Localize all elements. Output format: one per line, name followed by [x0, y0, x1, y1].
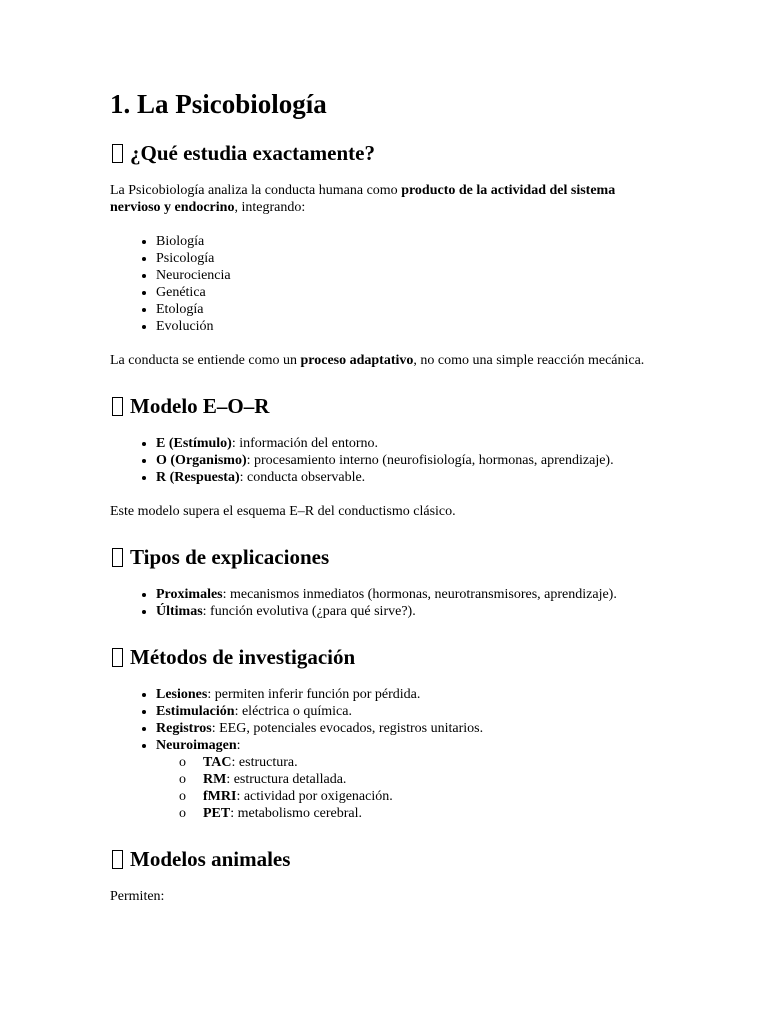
missing-glyph-icon [112, 144, 123, 163]
text-run: : metabolismo cerebral. [230, 806, 363, 821]
missing-glyph-icon [112, 397, 123, 416]
list-item [156, 452, 658, 469]
bold-text: Registros [156, 721, 212, 736]
text-run: : conducta observable. [239, 470, 366, 485]
text-run: , no como una simple reacción mecánica. [413, 353, 645, 368]
section-heading-que-estudia [110, 138, 658, 168]
eor-list [110, 435, 658, 486]
paragraph-intro [110, 182, 658, 216]
bold-text: Proximales [156, 587, 223, 602]
text-run: : permiten inferir función por pérdida. [207, 687, 421, 702]
section-heading-text: ¿Qué estudia exactamente? [130, 141, 375, 165]
section-heading-text: Modelos animales [130, 847, 291, 871]
text-run: La Psicobiología analiza la conducta humana como [110, 183, 402, 198]
text-run: : actividad por oxigenación. [236, 789, 393, 804]
page-title: 1. La Psicobiología [110, 89, 327, 119]
text-run: : procesamiento interno (neurofisiología, hormonas, aprendizaje). [246, 453, 614, 468]
text-run: : función evolutiva (¿para qué sirve?). [202, 604, 416, 619]
text-run: : estructura detallada. [226, 772, 347, 787]
list-item: • Biología [156, 233, 658, 250]
text-run: : información del entorno. [231, 436, 379, 451]
text-run: : mecanismos inmediatos (hormonas, neurotransmisores, aprendizaje). [222, 587, 617, 602]
sublist-item [203, 771, 658, 788]
bold-text: proceso adaptativo [300, 353, 414, 368]
methods-list [110, 686, 658, 822]
bold-text: R (Respuesta) [156, 470, 240, 485]
list-item [156, 435, 658, 452]
sublist-item [203, 754, 658, 771]
sublist-item [203, 805, 658, 822]
list-item [156, 469, 658, 486]
text-run: : [236, 738, 241, 753]
disciplines-list [110, 233, 658, 335]
bold-text: producto de la actividad del sistema nervioso y endocrino [110, 183, 616, 215]
list-item [156, 586, 658, 603]
section-heading-text: Métodos de investigación [130, 645, 356, 669]
bold-text: Lesiones [156, 687, 208, 702]
sublist-item [203, 788, 658, 805]
missing-glyph-icon [112, 850, 123, 869]
list-item: • Evolución [156, 318, 658, 335]
section-heading-tipos [110, 542, 658, 572]
bold-text: RM [203, 772, 227, 787]
list-item: • Genética [156, 284, 658, 301]
bold-text: fMRI [203, 789, 237, 804]
list-item: • Etología [156, 301, 658, 318]
text-run: La conducta se entiende como un [110, 353, 301, 368]
list-item [156, 686, 658, 703]
list-item [156, 603, 658, 620]
explanations-list [110, 586, 658, 620]
bold-text: TAC [203, 755, 232, 770]
bold-text: Estimulación [156, 704, 235, 719]
missing-glyph-icon [112, 548, 123, 567]
list-item: • Neurociencia [156, 267, 658, 284]
bold-text: E (Estímulo) [156, 436, 232, 451]
section-heading-metodos [110, 642, 658, 672]
text-run: : EEG, potenciales evocados, registros unitarios. [211, 721, 484, 736]
paragraph-outro [110, 352, 658, 369]
missing-glyph-icon [112, 648, 123, 667]
text-run: : estructura. [231, 755, 298, 770]
bold-text: PET [203, 806, 231, 821]
section-heading-modelos-animales [110, 844, 658, 874]
list-item: • Psicología [156, 250, 658, 267]
list-item [156, 720, 658, 737]
section-heading-modelo-eor [110, 391, 658, 421]
text-run: , integrando: [234, 200, 306, 215]
bold-text: Últimas [156, 604, 203, 619]
bold-text: O (Organismo) [156, 453, 247, 468]
section-heading-text: Modelo E–O–R [130, 394, 270, 418]
neuroimaging-sublist [156, 754, 658, 822]
section-heading-text: Tipos de explicaciones [130, 545, 330, 569]
list-item [156, 737, 658, 822]
paragraph-outro: Este modelo supera el esquema E–R del conductismo clásico. [110, 504, 456, 519]
bold-text: Neuroimagen [156, 738, 237, 753]
list-item [156, 703, 658, 720]
text-run: : eléctrica o química. [234, 704, 352, 719]
paragraph-intro: Permiten: [110, 889, 165, 904]
